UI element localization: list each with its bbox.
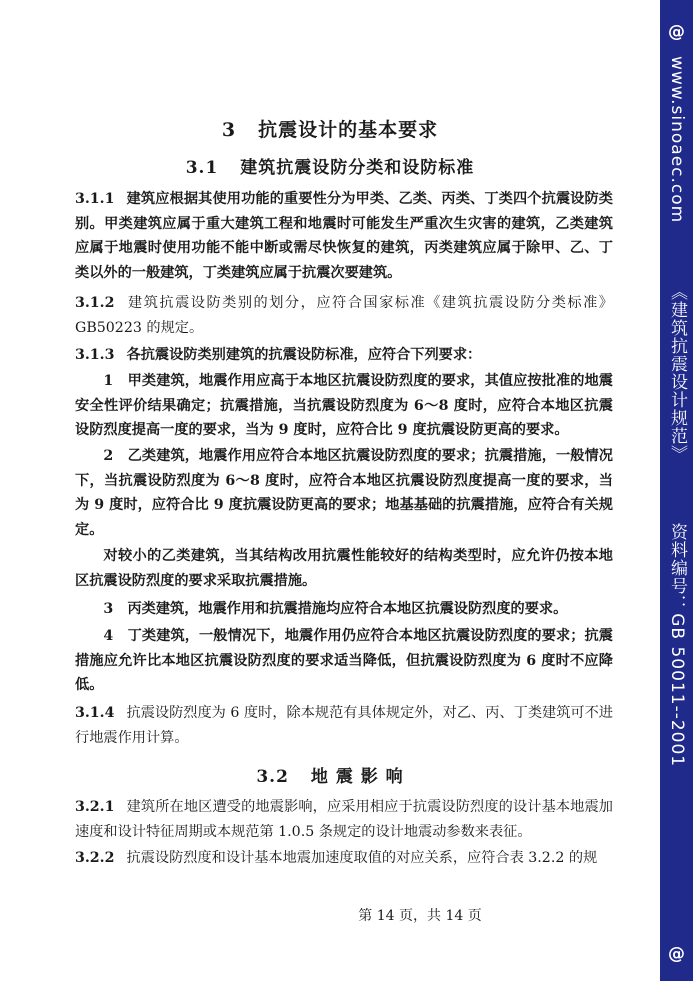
chapter-heading bbox=[0, 115, 660, 142]
clause-3-2-1 bbox=[75, 795, 613, 844]
clause-3-2-2 bbox=[75, 846, 613, 871]
section-heading-3-2 bbox=[0, 762, 660, 787]
clause-number: 3.1.4 bbox=[75, 705, 115, 721]
clause-number: 3.1.3 bbox=[75, 347, 115, 363]
clause-text: 建筑所在地区遭受的地震影响，应采用相应于抗震设防烈度的设计基本地震加速度和设计特征周期或本规范第 1.0.5 条规定的设计地震动参数来表征。 bbox=[75, 799, 613, 840]
clause-text: 抗震设防烈度和设计基本地震加速度取值的对应关系，应符合表 3.2.2 的规 bbox=[126, 850, 598, 866]
page-number: 第 14 页，共 14 页 bbox=[358, 908, 482, 924]
section-number: 3.2 bbox=[256, 767, 289, 787]
chapter-number: 3 bbox=[221, 119, 237, 141]
clause-text: 各抗震设防类别建筑的抗震设防标准，应符合下列要求： bbox=[126, 347, 482, 363]
item-3: 3 丙类建筑，地震作用和抗震措施均应符合本地区抗震设防烈度的要求。 bbox=[103, 601, 568, 617]
section-title: 地 震 影 响 bbox=[310, 767, 404, 787]
clause-number: 3.2.1 bbox=[75, 799, 115, 815]
at-icon: @ bbox=[668, 22, 685, 42]
clause-3-1-1 bbox=[75, 187, 613, 285]
standard-title: 《建筑抗震设计规范》 bbox=[667, 283, 687, 464]
code-label: 资料编号： bbox=[667, 523, 687, 614]
at-icon: @ bbox=[668, 944, 685, 964]
standard-code: GB 50011--2001 bbox=[667, 613, 687, 768]
item-2: 2 乙类建筑，地震作用应符合本地区抗震设防烈度的要求；抗震措施，一般情况下，当抗震设防烈度为 6～8 度时，应符合本地区抗震设防烈度提高一度的要求，当为 9 度时，应符合比 9 度抗震设防更高的要求；地基基础的抗震措施，应符合有关规定。 bbox=[75, 448, 613, 538]
page-footer bbox=[0, 905, 660, 925]
clause-number: 3.2.2 bbox=[75, 850, 115, 866]
section-heading-3-1 bbox=[0, 153, 660, 178]
item-4: 4 丁类建筑，一般情况下，地震作用仍应符合本地区抗震设防烈度的要求；抗震措施应允许比本地区抗震设防烈度的要求适当降低，但抗震设防烈度为 6 度时不应降低。 bbox=[75, 628, 613, 693]
side-banner bbox=[660, 0, 693, 981]
clause-text: 建筑应根据其使用功能的重要性分为甲类、乙类、丙类、丁类四个抗震设防类别。甲类建筑应属于重大建筑工程和地震时可能发生严重次生灾害的建筑，乙类建筑应属于地震时使用功能不能中断或需尽快恢复的建筑，丙类建筑应属于除甲、乙、丁类以外的一般建筑，丁类建筑应属于抗震次要建筑。 bbox=[75, 191, 613, 281]
item-2-note: 对较小的乙类建筑，当其结构改用抗震性能较好的结构类型时，应允许仍按本地区抗震设防烈度的要求采取抗震措施。 bbox=[75, 548, 613, 589]
section-title: 建筑抗震设防分类和设防标准 bbox=[240, 158, 475, 178]
item-1: 1 甲类建筑，地震作用应高于本地区抗震设防烈度的要求，其值应按批准的地震安全性评价结果确定；抗震措施，当抗震设防烈度为 6～8 度时，应符合本地区抗震设防烈度提高一度的要求，当为 9 度时，应符合比 9 度抗震设防更高的要求。 bbox=[75, 373, 613, 438]
clause-text: 建筑抗震设防类别的划分，应符合国家标准《建筑抗震设防分类标准》GB50223 的规定。 bbox=[75, 295, 613, 336]
side-banner-text bbox=[667, 56, 687, 767]
section-number: 3.1 bbox=[185, 158, 219, 178]
clause-3-1-2 bbox=[75, 291, 613, 340]
clause-3-1-3 bbox=[75, 343, 613, 368]
clause-text: 抗震设防烈度为 6 度时，除本规范有具体规定外，对乙、丙、丁类建筑可不进行地震作用计算。 bbox=[75, 705, 613, 746]
chapter-title: 抗震设计的基本要求 bbox=[258, 119, 439, 141]
clause-3-1-4 bbox=[75, 701, 613, 750]
clause-number: 3.1.1 bbox=[75, 191, 115, 207]
clause-number: 3.1.2 bbox=[75, 295, 115, 311]
site-url[interactable]: www.sinoaec.com bbox=[667, 56, 687, 224]
